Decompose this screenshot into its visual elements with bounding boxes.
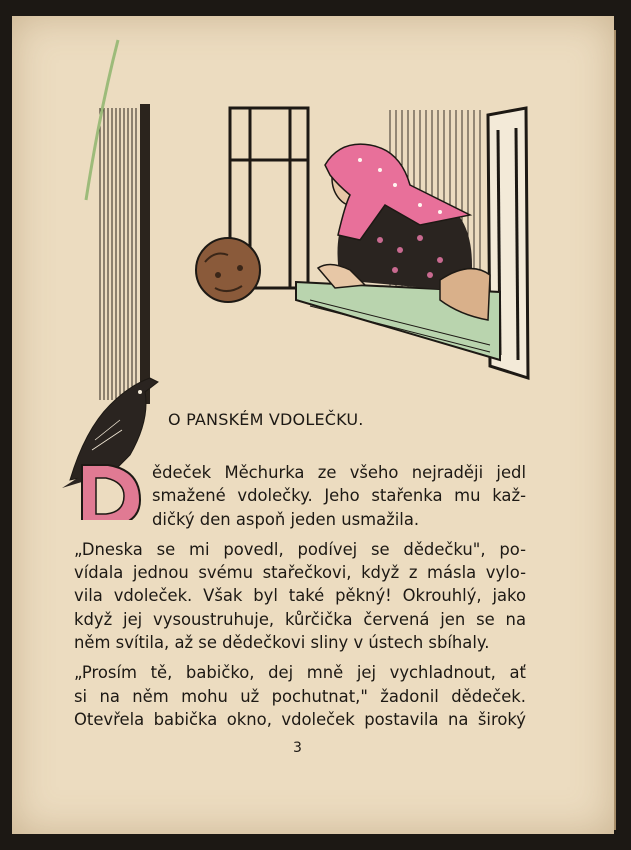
text-line: smažené vdolečky. Jeho stařenka mu kaž- — [152, 486, 526, 506]
wall-hatching — [100, 108, 136, 400]
text-line: vídala jednou svému stařečkovi, když z másla vylo- — [74, 563, 526, 583]
text-line: „Dneska se mi povedl, podívej se dědečku", po- — [74, 539, 526, 559]
chapter-title: O PANSKÉM VDOLEČKU. — [168, 410, 364, 429]
paragraph-3 — [74, 661, 526, 731]
text-line: dičký den aspoň jeden usmažila. — [152, 509, 420, 529]
text-line: ědeček Měchurka ze všeho nejraději jedl — [152, 463, 526, 482]
page-number: 3 — [293, 740, 302, 756]
plant-stem — [86, 40, 118, 200]
text-line: když jej vysoustruhuje, kůrčička červená jen se na — [74, 609, 526, 629]
text-line: si na něm mohu už pochutnat," žadonil dědeček. — [74, 686, 526, 706]
text-line: vila vdoleček. Však byl také pěkný! Okrouhlý, jako — [74, 586, 526, 606]
paragraph-2 — [74, 538, 526, 654]
wall-edge — [140, 104, 150, 404]
text-line: něm svítila, až se dědečkovi sliny v ústech sbíhaly. — [74, 633, 490, 653]
text-line: „Prosím tě, babičko, dej mně jej vychladnout, ať — [74, 663, 526, 683]
story-text — [74, 461, 526, 738]
rolling-donut — [196, 238, 260, 302]
text-line: Otevřela babička okno, vdoleček postavila na široký — [74, 709, 526, 729]
paragraph-1 — [74, 461, 526, 531]
